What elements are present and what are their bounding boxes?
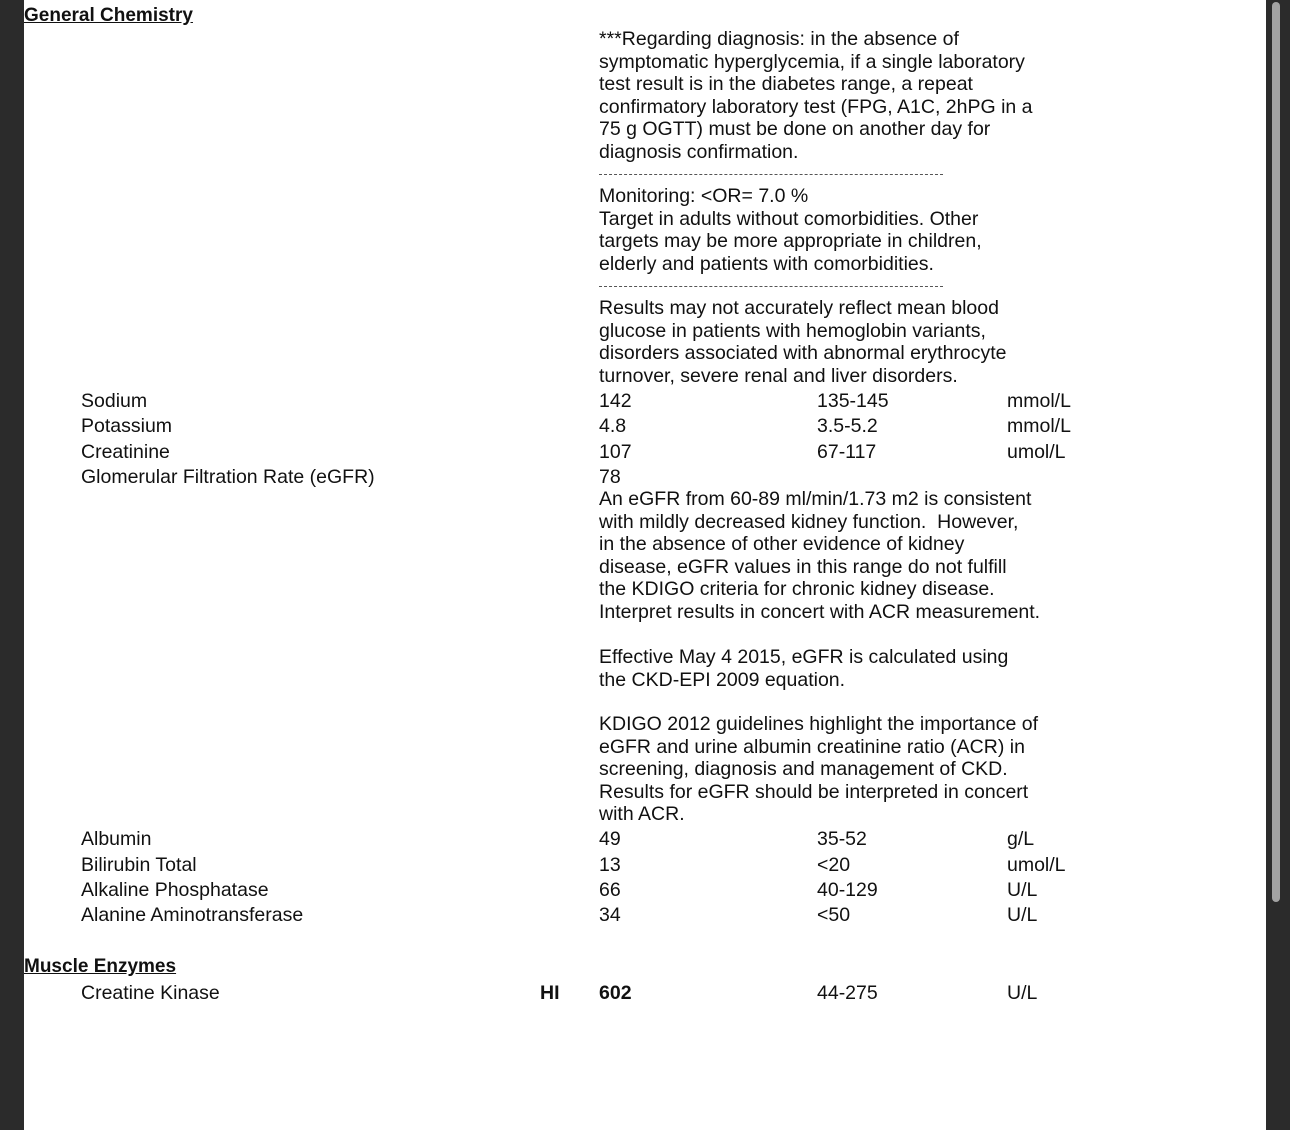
test-name-alt: Alanine Aminotransferase [81,904,304,926]
test-unit-potassium: mmol/L [1007,415,1071,437]
test-value-ck: 602 [599,982,632,1004]
test-name-potassium: Potassium [81,415,173,437]
test-value-egfr: 78 [599,466,621,488]
test-value-alt: 34 [599,904,621,926]
test-value-sodium: 142 [599,390,632,412]
test-range-alt: <50 [817,904,851,926]
test-name-creatinine: Creatinine [81,441,170,463]
abnormal-flag: HI [540,982,560,1004]
test-unit-bilirubin: umol/L [1007,854,1066,876]
test-range-potassium: 3.5-5.2 [817,415,878,437]
divider [599,174,943,175]
test-name-albumin: Albumin [81,828,152,850]
test-range-albumin: 35-52 [817,828,867,850]
note-monitoring: Monitoring: <OR= 7.0 % Target in adults without comorbidities. Other targets may be more appropriate in children, elderly and patients with comorbidities. [599,185,982,275]
test-value-albumin: 49 [599,828,621,850]
test-name-sodium: Sodium [81,390,148,412]
test-name-alp: Alkaline Phosphatase [81,879,269,901]
test-unit-ck: U/L [1007,982,1038,1004]
scrollbar-thumb[interactable] [1272,2,1280,902]
test-range-alp: 40-129 [817,879,878,901]
test-range-ck: 44-275 [817,982,878,1004]
test-name-egfr: Glomerular Filtration Rate (eGFR) [81,466,375,488]
test-unit-albumin: g/L [1007,828,1035,850]
note-egfr-interpretation: An eGFR from 60-89 ml/min/1.73 m2 is consistent with mildly decreased kidney function. However, in the absence of other evidence of kidney disease, eGFR values in this range do not fulfill the KDIGO criteria for chronic kidney disease. Interpret results in concert with ACR measurement. [599,488,1041,623]
test-value-creatinine: 107 [599,441,632,463]
note-diagnosis: ***Regarding diagnosis: in the absence of symptomatic hyperglycemia, if a single laboratory test result is in the diabetes range, a repeat confirmatory laboratory test (FPG, A1C, 2hPG in a 75 g OGTT) must be done on another day for diagnosis confirmation. [599,28,1033,163]
lab-report-page [24,0,1266,1130]
test-range-sodium: 135-145 [817,390,889,412]
test-range-creatinine: 67-117 [817,441,877,463]
test-unit-creatinine: umol/L [1007,441,1066,463]
section-title-general-chemistry: General Chemistry [24,5,193,26]
test-value-bilirubin: 13 [599,854,621,876]
test-range-bilirubin: <20 [817,854,851,876]
test-name-ck: Creatine Kinase [81,982,220,1004]
test-value-alp: 66 [599,879,621,901]
note-egfr-equation: Effective May 4 2015, eGFR is calculated using the CKD-EPI 2009 equation. [599,646,1009,691]
test-unit-sodium: mmol/L [1007,390,1071,412]
note-accuracy: Results may not accurately reflect mean blood glucose in patients with hemoglobin variants, disorders associated with abnormal erythrocyte turnover, severe renal and liver disorders. [599,297,1007,387]
divider [599,286,943,287]
test-name-bilirubin: Bilirubin Total [81,854,197,876]
test-unit-alt: U/L [1007,904,1038,926]
section-title-muscle-enzymes: Muscle Enzymes [24,956,177,977]
test-unit-alp: U/L [1007,879,1038,901]
note-kdigo: KDIGO 2012 guidelines highlight the importance of eGFR and urine albumin creatinine ratio (ACR) in screening, diagnosis and management of CKD. Results for eGFR should be interpreted in concert with ACR. [599,713,1039,825]
test-value-potassium: 4.8 [599,415,627,437]
